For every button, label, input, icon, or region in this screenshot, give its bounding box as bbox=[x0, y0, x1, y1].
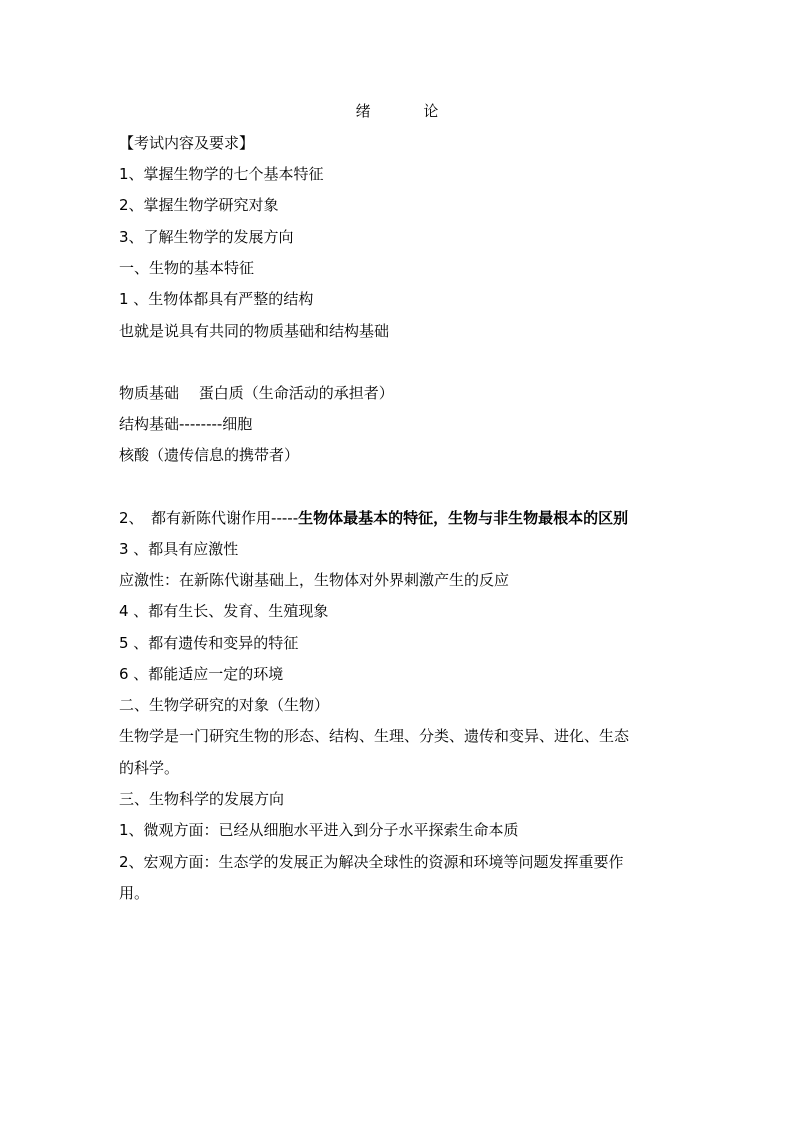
feature-1-explanation: 也就是说具有共同的物质基础和结构基础 bbox=[119, 322, 390, 340]
requirement-2: 2、掌握生物学研究对象 bbox=[119, 196, 279, 214]
feature-2-emphasis: 生物体最基本的特征，生物与非生物最根本的区别 bbox=[298, 509, 629, 527]
direction-2-line-2: 用。 bbox=[119, 884, 150, 902]
feature-5: 5 、都有遗传和变异的特征 bbox=[119, 634, 299, 652]
biology-definition-line-2: 的科学。 bbox=[119, 759, 180, 777]
requirement-3: 3、了解生物学的发展方向 bbox=[119, 228, 294, 246]
feature-1: 1 、生物体都具有严整的结构 bbox=[119, 290, 314, 308]
direction-1: 1、微观方面：已经从细胞水平进入到分子水平探索生命本质 bbox=[119, 821, 519, 839]
direction-2-line-1: 2、宏观方面：生态学的发展正为解决全球性的资源和环境等问题发挥重要作 bbox=[119, 853, 624, 871]
material-basis-line: 物质基础 蛋白质（生命活动的承担者） bbox=[119, 384, 394, 402]
feature-4: 4 、都有生长、发育、生殖现象 bbox=[119, 602, 329, 620]
feature-2 bbox=[119, 509, 628, 527]
exam-requirements-heading: 【考试内容及要求】 bbox=[119, 134, 255, 152]
feature-3-explanation: 应激性：在新陈代谢基础上，生物体对外界刺激产生的反应 bbox=[119, 571, 510, 589]
requirement-1: 1、掌握生物学的七个基本特征 bbox=[119, 165, 324, 183]
feature-3: 3 、都具有应激性 bbox=[119, 540, 239, 558]
feature-2-label: 2、 都有新陈代谢作用----- bbox=[119, 509, 299, 527]
structural-basis-line: 结构基础--------细胞 bbox=[119, 415, 253, 433]
section-1-heading: 一、生物的基本特征 bbox=[119, 259, 255, 277]
section-3-heading: 三、生物科学的发展方向 bbox=[119, 790, 285, 808]
biology-definition-line-1: 生物学是一门研究生物的形态、结构、生理、分类、遗传和变异、进化、生态 bbox=[119, 727, 630, 745]
section-2-heading: 二、生物学研究的对象（生物） bbox=[119, 696, 330, 714]
document-title: 绪 论 bbox=[355, 102, 463, 120]
feature-6: 6 、都能适应一定的环境 bbox=[119, 665, 284, 683]
nucleic-acid-line: 核酸（遗传信息的携带者） bbox=[119, 446, 300, 464]
